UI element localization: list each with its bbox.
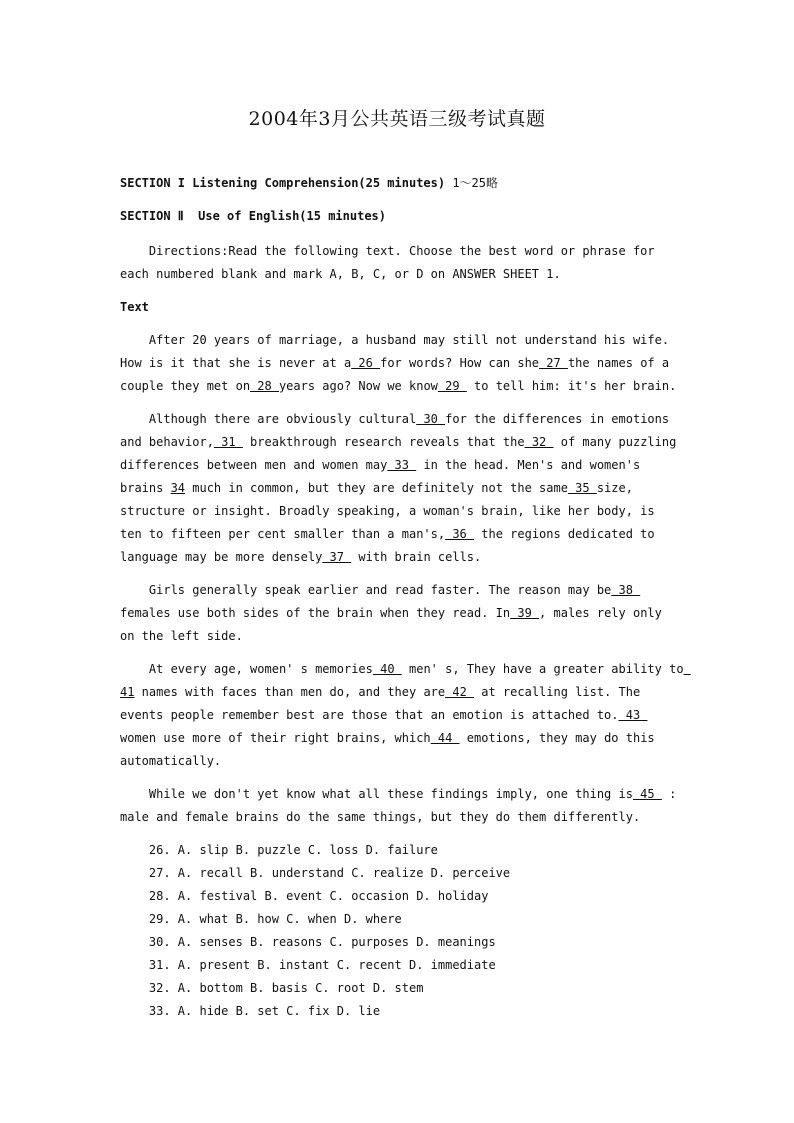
section-2-heading: SECTION Ⅱ Use of English(15 minutes) [120, 209, 386, 223]
blank-36: 36 [445, 527, 475, 541]
blank-29: 29 [437, 379, 467, 393]
page-title: 2004年3月公共英语三级考试真题 [248, 108, 546, 130]
passage-line: automatically. [120, 754, 222, 768]
blank-31: 31 [213, 435, 243, 449]
passage-line: Girls generally speak earlier and read faster. The reason may be 38 [120, 583, 641, 597]
text-heading: Text [120, 300, 149, 314]
passage-line: At every age, women' s memories 40 men' s, They have a greater ability to [120, 661, 691, 677]
passage-line: and behavior, 31 breakthrough research reveals that the 32 of many puzzling [120, 435, 677, 449]
passage-line: How is it that she is never at a 26 for words? How can she 27 the names of a [120, 356, 670, 370]
passage-line: Although there are obviously cultural 30 for the differences in emotions [120, 412, 670, 426]
blank-39: 39 [510, 606, 540, 620]
passage-line: couple they met on 28 years ago? Now we know 29 to tell him: it's her brain. [120, 379, 677, 393]
passage-line: structure or insight. Broadly speaking, a woman's brain, like her body, is [120, 504, 655, 518]
blank-38: 38 [611, 583, 641, 597]
blank-27: 27 [539, 356, 568, 370]
passage-line: differences between men and women may 33 in the head. Men's and women's [120, 458, 641, 472]
passage-line: events people remember best are those that an emotion is attached to. 43 [120, 708, 648, 722]
option-line: 33. A. hide B. set C. fix D. lie [120, 1004, 381, 1018]
blank-30: 30 [416, 412, 446, 426]
blank-28: 28 [250, 379, 279, 393]
section-1-heading [120, 175, 498, 191]
passage-line: females use both sides of the brain when they read. In 39 , males rely only [120, 606, 662, 620]
directions-line: each numbered blank and mark A, B, C, or D on ANSWER SHEET 1. [120, 267, 561, 281]
passage-line: While we don't yet know what all these findings imply, one thing is 45 : [120, 787, 677, 801]
passage-line: male and female brains do the same things, but they do them differently. [120, 810, 641, 824]
option-line: 30. A. senses B. reasons C. purposes D. meanings [120, 935, 496, 949]
option-line: 27. A. recall B. understand C. realize D. perceive [120, 866, 511, 880]
passage-line: language may be more densely 37 with brain cells. [120, 550, 482, 564]
blank-41: 41 [120, 685, 135, 699]
passage-line: After 20 years of marriage, a husband may still not understand his wife. [120, 333, 670, 347]
passage-line: 41 names with faces than men do, and they are 42 at recalling list. The [120, 685, 641, 699]
blank-37: 37 [322, 550, 352, 564]
passage-line: women use more of their right brains, which 44 emotions, they may do this [120, 731, 655, 745]
option-line: 29. A. what B. how C. when D. where [120, 912, 402, 926]
blank-35: 35 [567, 481, 597, 495]
passage-line: ten to fifteen per cent smaller than a man's, 36 the regions dedicated to [120, 527, 655, 541]
blank-44: 44 [430, 731, 460, 745]
directions-line: Directions:Read the following text. Choose the best word or phrase for [120, 244, 655, 258]
blank-40: 40 [372, 662, 402, 676]
option-line: 32. A. bottom B. basis C. root D. stem [120, 981, 424, 995]
blank-26: 26 [351, 356, 381, 370]
section-1-label: SECTION I Listening Comprehension(25 minutes) [120, 176, 446, 190]
blank-41-start [684, 662, 691, 676]
section-1-suffix: 1～25略 [445, 176, 499, 190]
blank-45: 45 [632, 787, 662, 801]
blank-32: 32 [524, 435, 554, 449]
passage-line: brains 34 much in common, but they are definitely not the same 35 size, [120, 481, 633, 495]
blank-34: 34 [170, 481, 186, 495]
blank-43: 43 [618, 708, 648, 722]
option-line: 28. A. festival B. event C. occasion D. holiday [120, 889, 489, 903]
blank-33: 33 [387, 458, 417, 472]
option-line: 31. A. present B. instant C. recent D. immediate [120, 958, 496, 972]
passage-line: on the left side. [120, 629, 243, 643]
blank-42: 42 [445, 685, 475, 699]
option-line: 26. A. slip B. puzzle C. loss D. failure [120, 843, 438, 857]
